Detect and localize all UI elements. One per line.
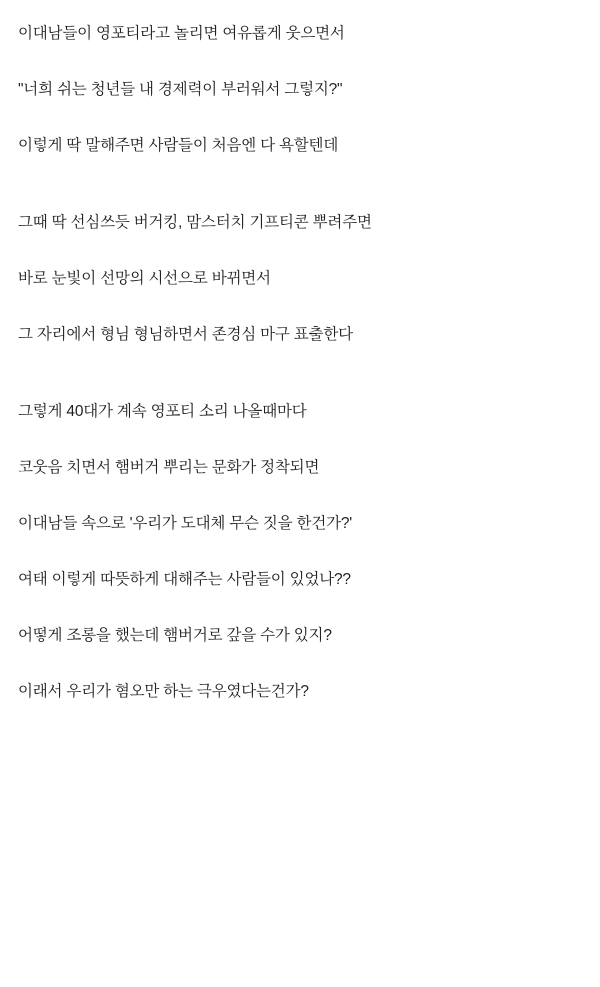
paragraph: "너희 쉬는 청년들 내 경제력이 부러워서 그렇지?"	[18, 81, 343, 98]
paragraph: 어떻게 조롱을 했는데 햄버거로 갚을 수가 있지?	[18, 627, 332, 644]
paragraph: 이래서 우리가 혐오만 하는 극우였다는건가?	[18, 683, 309, 700]
paragraph: 이렇게 딱 말해주면 사람들이 처음엔 다 욕할텐데	[18, 137, 339, 154]
paragraph: 이대남들 속으로 '우리가 도대체 무슨 짓을 한건가?'	[18, 515, 353, 532]
paragraph: 그때 딱 선심쓰듯 버거킹, 맘스터치 기프티콘 뿌려주면	[18, 214, 372, 231]
paragraph: 그렇게 40대가 계속 영포티 소리 나올때마다	[18, 403, 307, 420]
paragraph: 코웃음 치면서 햄버거 뿌리는 문화가 정착되면	[18, 459, 320, 476]
paragraph: 여태 이렇게 따뜻하게 대해주는 사람들이 있었나??	[18, 571, 351, 588]
paragraph: 그 자리에서 형님 형님하면서 존경심 마구 표출한다	[18, 326, 353, 343]
paragraph: 바로 눈빛이 선망의 시선으로 바뀌면서	[18, 270, 271, 287]
paragraph: 이대남들이 영포티라고 놀리면 여유롭게 웃으면서	[18, 25, 345, 42]
